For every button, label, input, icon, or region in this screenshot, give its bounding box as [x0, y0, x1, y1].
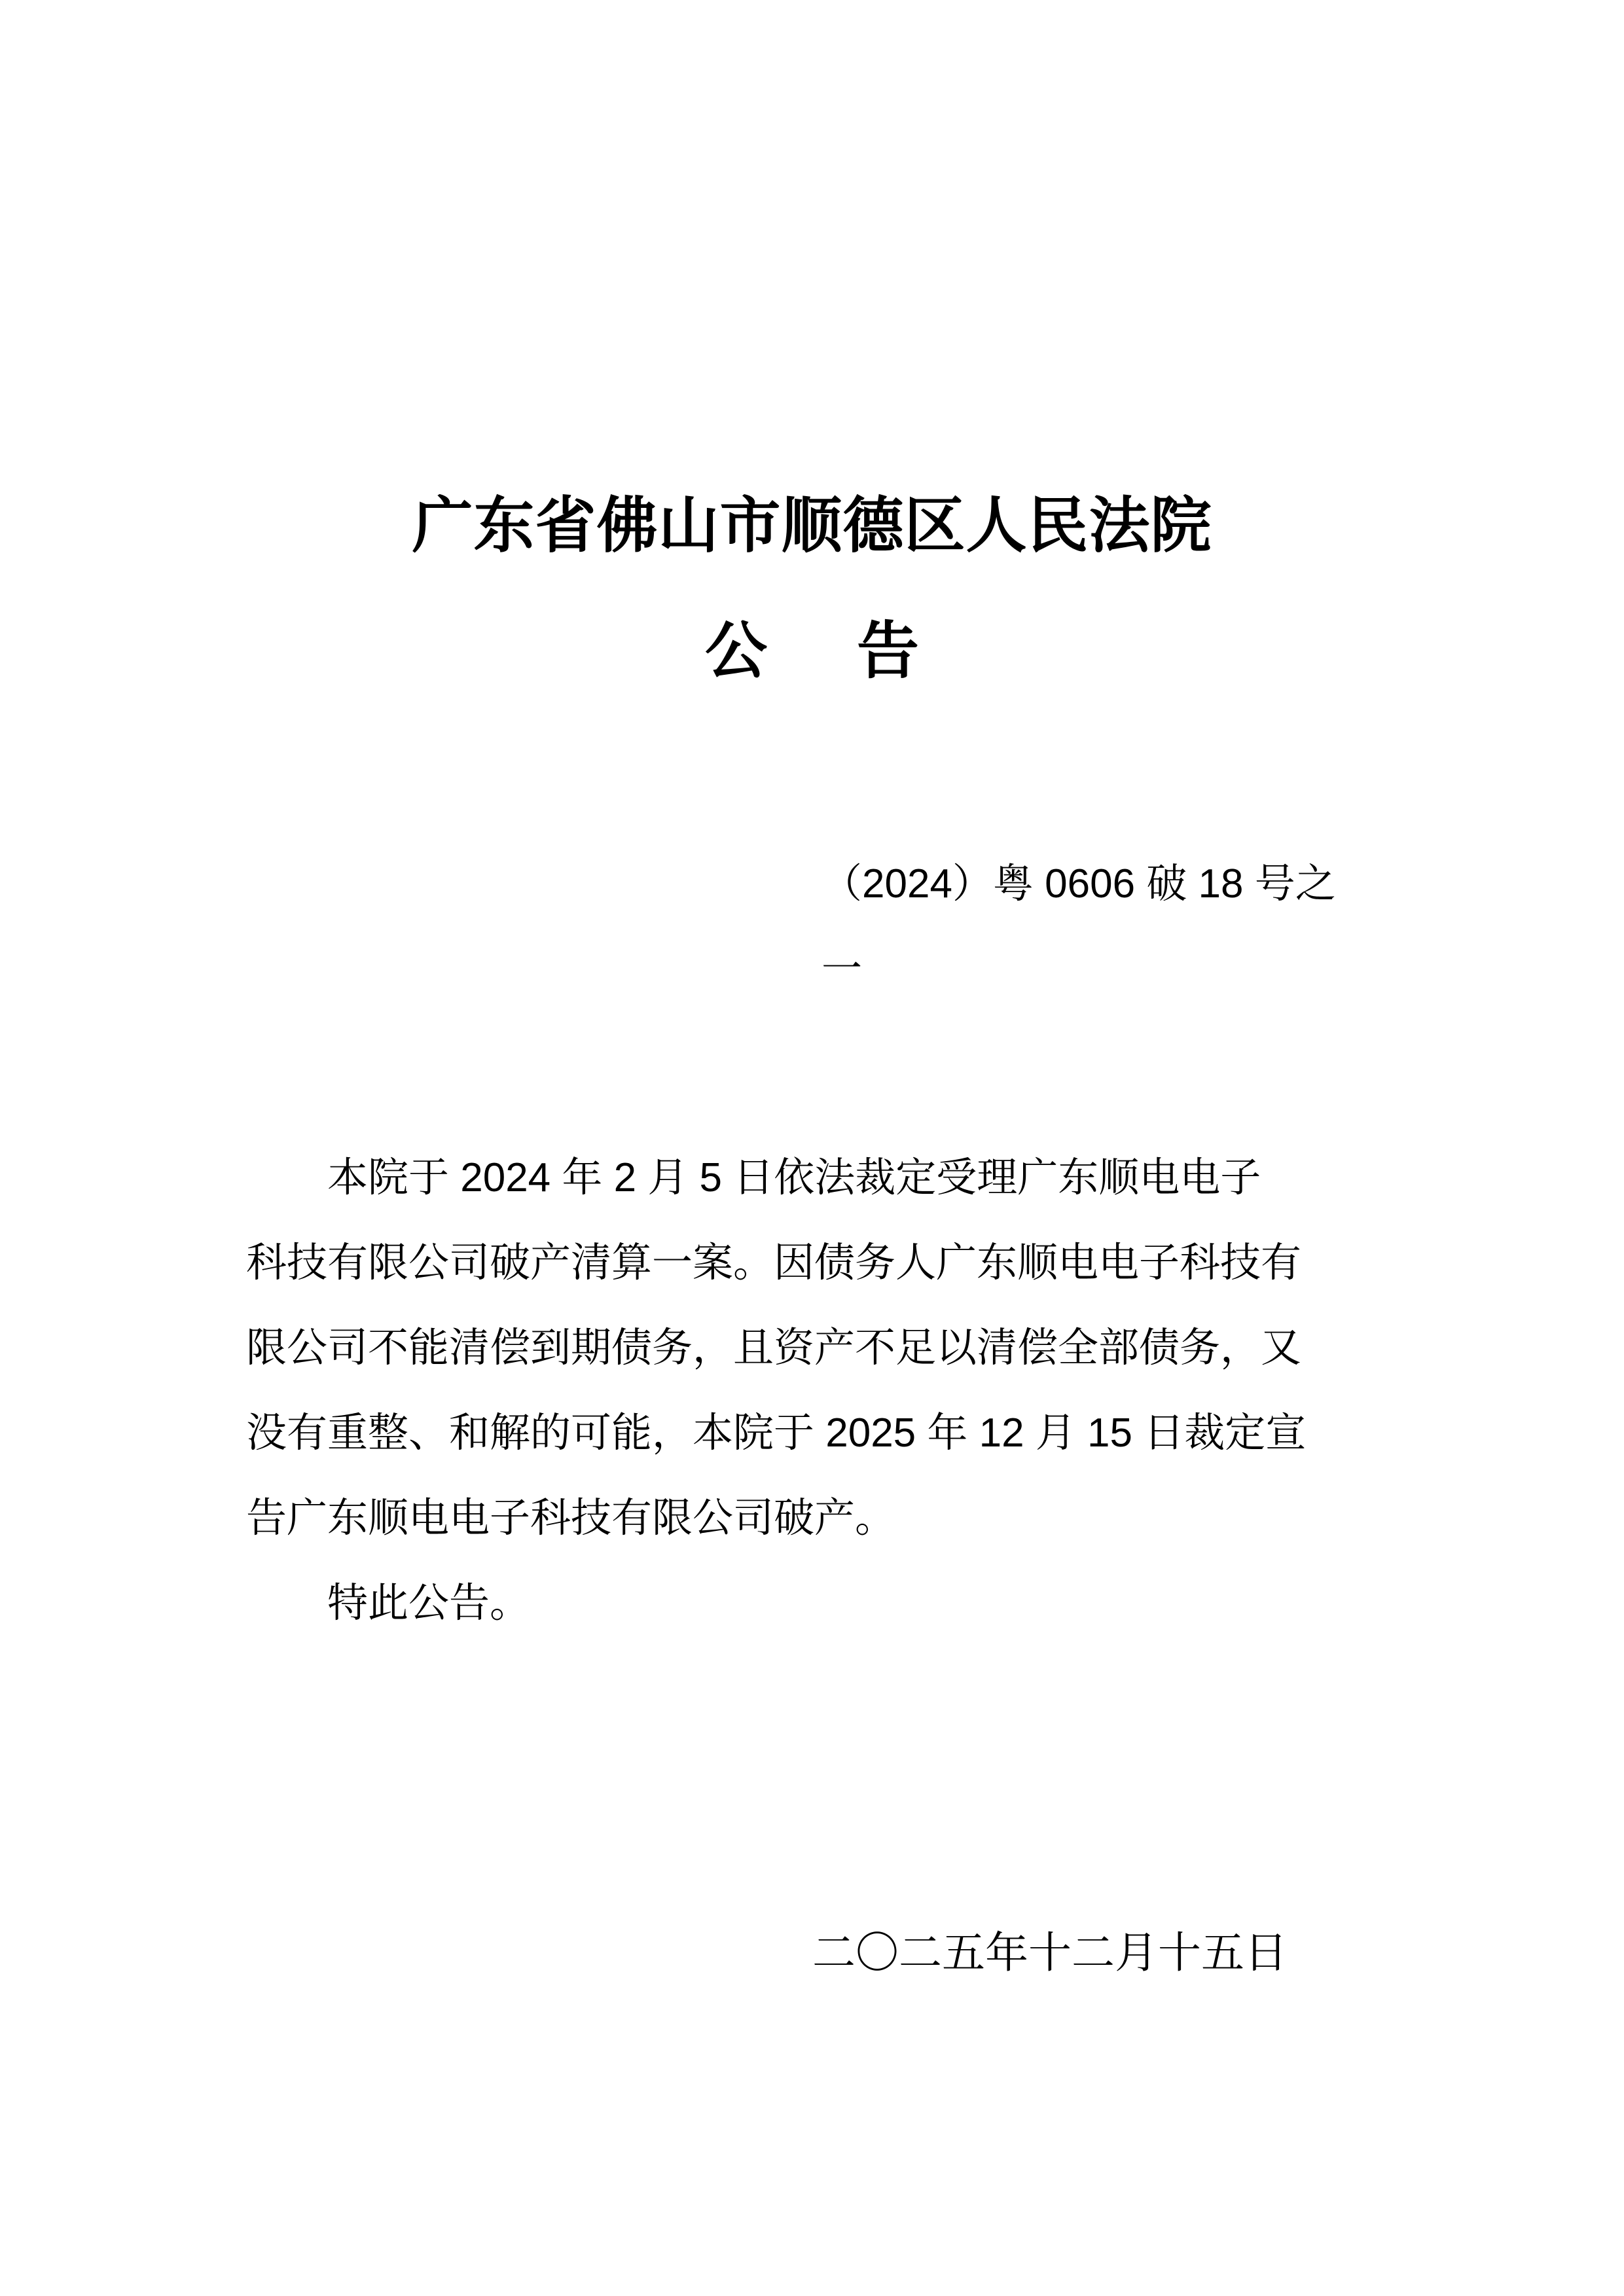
doc-type-title [0, 612, 1624, 691]
case-number [821, 842, 1411, 1012]
body-paragraph2-closing: 特此公告。 [327, 1581, 531, 1626]
announcement-body [246, 1136, 1385, 1646]
body-paragraph1-line3: 限公司不能清偿到期债务，且资产不足以清偿全部债务，又 [246, 1325, 1302, 1371]
body-paragraph1-line5: 告广东顺电电子科技有限公司破产。 [246, 1496, 896, 1541]
case-number-line2: 一 [821, 946, 863, 992]
doc-type-char-gao: 告 [857, 617, 920, 686]
body-paragraph1-line4: 没有重整、和解的可能，本院于 2025 年 12 月 15 日裁定宣 [246, 1410, 1307, 1456]
court-name-heading: 广东省佛山市顺德区人民法院 [412, 492, 1212, 560]
doc-type-char-gong: 公 [704, 617, 767, 686]
body-paragraph1-line2: 科技有限公司破产清算一案。因债务人广东顺电电子科技有 [246, 1240, 1302, 1285]
body-paragraph1-line1: 本院于 2024 年 2 月 5 日依法裁定受理广东顺电电子 [327, 1155, 1261, 1200]
case-number-line1: （2024）粤 0606 破 18 号之 [821, 861, 1336, 906]
announcement-date: 二〇二五年十二月十五日 [812, 1928, 1288, 1977]
